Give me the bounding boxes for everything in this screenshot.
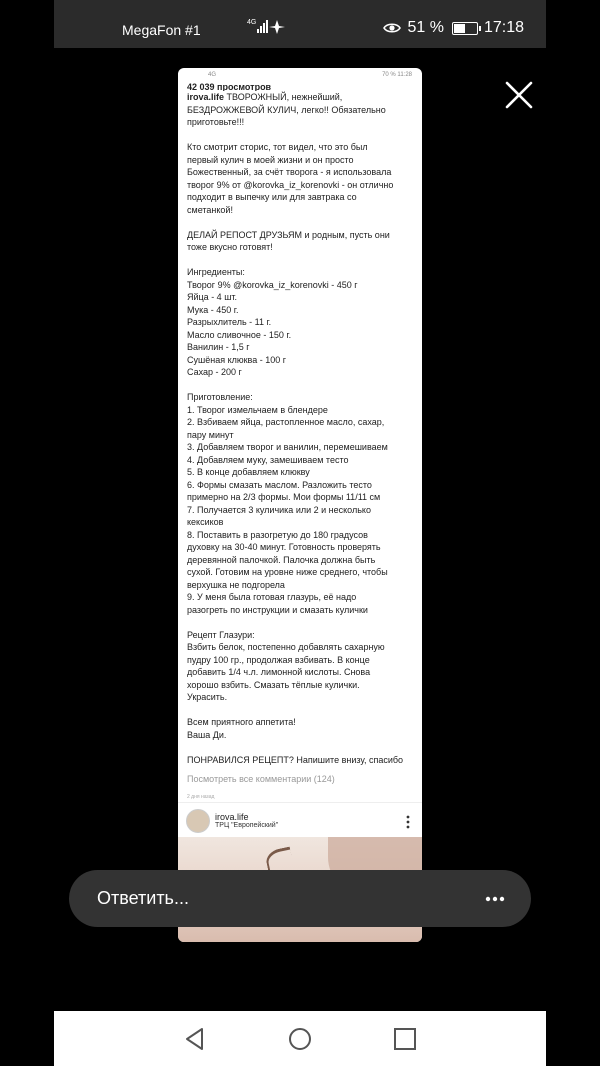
network-type: 4G: [247, 19, 257, 26]
steps-list: Приготовление: 1. Творог измельчаем в блендере 2. Взбиваем яйца, растопленное масло, сахар, пару минут 3. Добавляем творог и ванилин, перемешиваем 4. Добавляем муку, замешиваем тесто 5. В конце добавляем клюкву 6. Формы смазать маслом. Разложить тесто примерно на 2/3 формы. Мои формы 11/11 см 7. Получается 3 куличика или 2 и несколько кексиков 8. Поставить в разогретую до 180 градусов духовку на 30-40 минут. Готовность проверять деревянной палочкой. Палочка должна быть сухой. Готовим на уровне ниже среднего, чтобы верхушка не подгорела 9. У меня была готовая глазурь, её надо разогреть по инструкции и смазать кулички: [187, 392, 388, 615]
back-icon[interactable]: [182, 1026, 208, 1052]
paragraph-story: Кто смотрит сторис, тот видел, что это был первый кулич в моей жизни и он просто Божественный, за счёт творога - я использовала творог 9% от @korovka_iz_korenovki - он отлично подходит в выпечку или для завтрака со сметанкой!: [187, 142, 394, 215]
carrier-name: MegaFon #1: [122, 22, 201, 38]
paragraph-repost: ДЕЛАЙ РЕПОСТ ДРУЗЬЯМ и родным, пусть они тоже вкусно готовят!: [187, 229, 390, 252]
inner-battery: 70 %: [382, 72, 396, 78]
photo-hair: [264, 847, 294, 872]
author-row[interactable]: [178, 802, 422, 838]
story-card[interactable]: [178, 68, 422, 942]
sparkle-icon: [269, 20, 285, 34]
inner-network: 4G: [208, 72, 217, 78]
signoff: Всем приятного аппетита! Ваша Ди.: [187, 717, 296, 740]
caption-username[interactable]: irova.life: [187, 92, 225, 102]
battery-percent: 51 %: [407, 19, 444, 36]
more-icon[interactable]: [485, 896, 505, 902]
eye-icon: [383, 22, 401, 34]
views-count: 42 039 просмотров: [187, 83, 272, 91]
author-name[interactable]: irova.life: [215, 812, 249, 822]
reply-input[interactable]: Ответить...: [97, 888, 189, 908]
close-icon[interactable]: [500, 76, 538, 114]
view-comments-link[interactable]: Посмотреть все комментарии (124): [187, 773, 335, 784]
inner-time: 11:28: [397, 72, 412, 78]
signal-icon: [247, 17, 287, 37]
status-bar: [54, 0, 546, 48]
more-options-icon[interactable]: [406, 815, 410, 829]
post-time: 2 дня назад: [187, 794, 215, 800]
home-icon[interactable]: [287, 1026, 313, 1052]
avatar[interactable]: [186, 809, 210, 833]
author-location[interactable]: ТРЦ "Европейский": [215, 822, 279, 829]
glaze-recipe: Рецепт Глазури: Взбить белок, постепенно добавлять сахарную пудру 100 гр., продолжая взбивать. В конце добавить 1/4 ч.л. лимонной кислоты. Снова хорошо взбить. Смазать тёплые кулички. Украсить.: [187, 629, 385, 702]
post-caption: 42 039 просмотров irova.life ТВОРОЖНЫЙ, нежнейший, БЕЗДРОЖЖЕВОЙ КУЛИЧ, легко!! Обязательно приготовьте!!! Кто смотрит сторис, тот видел, что это был первый кулич в моей жизни и он просто Божественный, за счёт творога - я использовала творог 9% от @korovka_iz_korenovki - он отлично подходит в выпечку или для завтрака со сметанкой! ДЕЛАЙ РЕПОСТ ДРУЗЬЯМ и родным, пусть они тоже вкусно готовят! Ингредиенты: Творог 9% @korovka_iz_korenovki - 450 г Яйца - 4 шт. Мука - 450 г. Разрыхлитель - 11 г. Масло сливочное - 150 г. Ванилин - 1,5 г Сушёная клюква - 100 г Сахар - 200 г Приготовление: 1. Творог измельчаем в блендере 2. Взбиваем яйца, растопленное масло, сахар, пару минут 3. Добавляем творог и ванилин, перемешиваем 4. Добавляем муку, замешиваем тесто 5. В конце добавляем клюкву 6. Формы смазать маслом. Разложить тесто примерно на 2/3 формы. Мои формы 11/11 см 7. Получается 3 куличика или 2 и несколько кексиков 8. Поставить в разогретую до 180 градусов духовку на 30-40 минут. Готовность проверять деревянной палочкой. Палочка должна быть сухой. Готовим на уровне ниже среднего, чтобы верхушка не подгорела 9. У меня была готовая глазурь, её надо разогреть по инструкции и смазать кулички Рецепт Глазури: Взбить белок, постепенно добавлять сахарную пудру 100 гр., продолжая взбивать. В конце добавить 1/4 ч.л. лимонной кислоты. Снова хорошо взбить. Смазать тёплые кулички. Украсить. Всем приятного аппетита! Ваша Ди. ПОНРАВИЛСЯ РЕЦЕПТ? Напишите внизу, спасибо Посмотреть все комментарии (124) 2 дня назад: [178, 82, 422, 804]
clock: 17:18: [483, 19, 524, 36]
battery-icon: [452, 22, 478, 35]
reply-bar[interactable]: [69, 870, 531, 927]
navigation-bar: [54, 1011, 546, 1066]
ingredients-list: Ингредиенты: Творог 9% @korovka_iz_korenovki - 450 г Яйца - 4 шт. Мука - 450 г. Разрыхлитель - 11 г. Масло сливочное - 150 г. Ванилин - 1,5 г Сушёная клюква - 100 г Сахар - 200 г: [187, 267, 358, 377]
recents-icon[interactable]: [392, 1026, 418, 1052]
battery-fill: [454, 24, 465, 33]
call-to-action: ПОНРАВИЛСЯ РЕЦЕПТ? Напишите внизу, спасибо: [187, 754, 404, 765]
inner-status-bar: [178, 68, 422, 82]
